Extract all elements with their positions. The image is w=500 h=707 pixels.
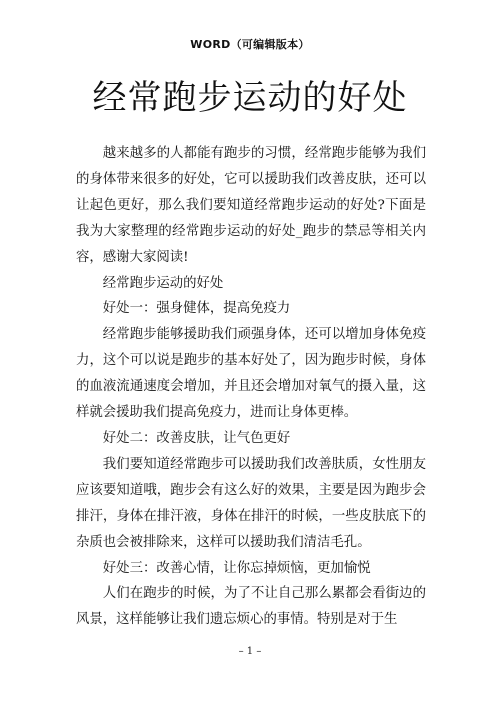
benefit-two-heading: 好处二：改善皮肤，让气色更好 xyxy=(102,430,291,446)
benefit-one-paragraph: 经常跑步能够援助我们顽强身体，还可以增加身体免疫力，这个可以说是跑步的基本好处了，因为跑步时候，身体的血液流通速度会增加，并且还会增加对氧气的摄入量，这样就会援助我们提高免疫力，进而让身体更棒。 xyxy=(76,327,426,421)
header-label: WORD（可编辑版本） xyxy=(190,38,310,51)
document-title: 经常跑步运动的好处 xyxy=(92,78,408,118)
benefit-three-paragraph: 人们在跑步的时候，为了不让自己那么累都会看街边的风景，这样能够让我们遗忘烦心的事情。特别是对于生 xyxy=(76,586,426,628)
benefit-three-heading: 好处三：改善心情，让你忘掉烦恼，更加愉悦 xyxy=(102,560,371,576)
document-body xyxy=(76,141,426,633)
page-number: – 1 – xyxy=(238,646,262,657)
benefit-one-heading: 好处一：强身健体，提高免疫力 xyxy=(102,301,291,317)
benefit-two-paragraph: 我们要知道经常跑步可以援助我们改善肤质，女性朋友应该要知道哦，跑步会有这么好的效果，主要是因为跑步会排汗，身体在排汗液，身体在排汗的时候，一些皮肤底下的杂质也会被排除来，这样可以援助我们清洁毛孔。 xyxy=(76,456,426,550)
section-heading: 经常跑步运动的好处 xyxy=(102,275,224,291)
intro-paragraph: 越来越多的人都能有跑步的习惯，经常跑步能够为我们的身体带来很多的好处，它可以援助我们改善皮肤，还可以让起色更好，那么我们要知道经常跑步运动的好处?下面是我为大家整理的经常跑步运动的好处_跑步的禁忌等相关内容，感谢大家阅读! xyxy=(76,146,426,265)
